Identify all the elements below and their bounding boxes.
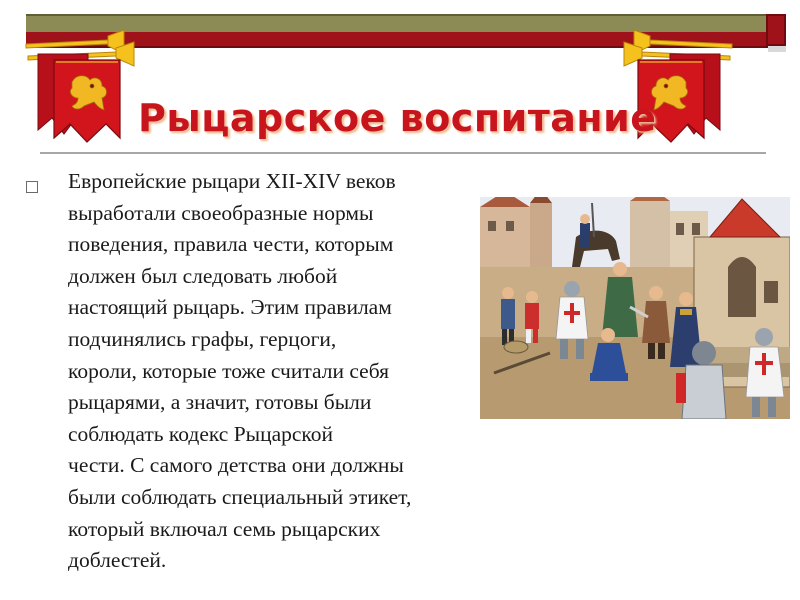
body-paragraph <box>68 166 498 577</box>
body-line: поведения, правила чести, которым <box>68 232 394 257</box>
body-line: чести. С самого детства они должны <box>68 453 404 478</box>
title-divider <box>40 152 766 154</box>
banner-left-icon <box>24 30 144 150</box>
body-line: настоящий рыцарь. Этим правилам <box>68 295 392 320</box>
top-bar-end <box>768 46 786 52</box>
body-line: выработали своеобразные нормы <box>68 200 374 225</box>
body-line: подчинялись графы, герцоги, <box>68 326 337 351</box>
body-line: должен был следовать любой <box>68 263 338 288</box>
top-bar-cap <box>766 14 786 46</box>
knights-illustration <box>480 197 790 419</box>
body-line: были соблюдать специальный этикет, <box>68 484 412 509</box>
body-line: короли, которые тоже считали себя <box>68 358 389 383</box>
body-line: доблестей. <box>68 548 167 573</box>
body-line: Европейские рыцари XII-XIV веков <box>68 169 396 193</box>
body-line: рыцарями, а значит, готовы были <box>68 390 372 415</box>
bullet-square-icon <box>26 181 38 193</box>
slide-title: Рыцарское воспитание <box>138 96 657 140</box>
body-line: соблюдать кодекс Рыцарской <box>68 421 334 446</box>
body-line: который включал семь рыцарских <box>68 516 381 541</box>
